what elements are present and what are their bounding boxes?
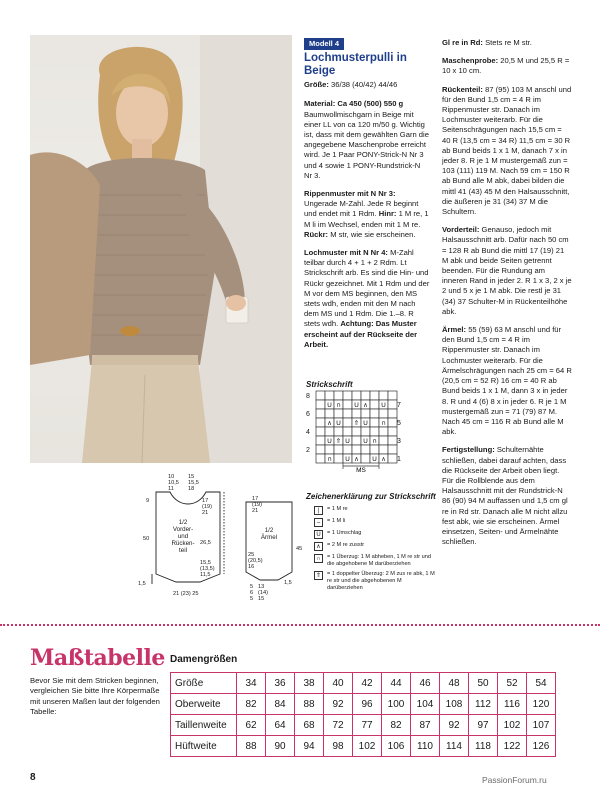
svg-text:U: U — [345, 455, 350, 463]
svg-text:∧: ∧ — [381, 455, 386, 463]
table-row: Hüftweite 88 90 94 98 102 106 110 114 118 122 126 — [171, 736, 556, 757]
svg-text:(14): (14) — [258, 590, 268, 596]
svg-text:∧: ∧ — [354, 455, 359, 463]
svg-text:11,5: 11,5 — [200, 572, 211, 578]
svg-text:15: 15 — [258, 596, 265, 602]
legend-item: – = 1 M li — [314, 518, 436, 527]
k2tog-icon: ∧ — [314, 542, 323, 551]
svg-text:17: 17 — [252, 496, 259, 502]
svg-text:(19): (19) — [252, 502, 262, 508]
svg-text:6: 6 — [250, 590, 254, 596]
row-number: 5 — [397, 420, 401, 427]
svg-text:∩: ∩ — [327, 455, 332, 463]
legend-item: ∧ = 2 M re zusstr — [314, 542, 436, 551]
rueckenteil-section: Rückenteil: 87 (95) 103 M anschl und für den Bund 1,5 cm = 4 R im Rippenmuster str. Danach im Lochmuster weiterarb. Für die Seitenschrägungen nach 15,5 cm = 40 R (13,5 cm = 34 R) 11,5 cm = 30 R ab Bund beids 1 x 1 M, danach 7 x in jeder 8. R je 1 M mustergemäß zun = 103 (111) 119 M. Nach 59 cm = 150 R ab Bund alle M abk, dabei bilden die mittl 41 (43) 45 M den Halsausschnitt, die äußeren je 31 (34) 37 M die Schultern. — [442, 84, 572, 217]
model-photo — [30, 35, 292, 463]
table-row: Oberweite 82 84 88 92 96 100 104 108 112 116 120 — [171, 694, 556, 715]
fertigstellung-section: Fertigstellung: Schulternähte schließen, dabei darauf achten, dass die Rückseite der Arbeit oben liegt. Für die Rollblende aus dem Halsausschnitt mit der Rundstrick-N 86 (90) 94 M auffassen und 1,5 cm gl re in Rd str. Danach alle M nicht allzu fest abk, wie sie erscheinen. Ärmel einsetzen, Seiten- und Ärmelnähte schließen. — [442, 445, 568, 547]
masstabelle-subtitle: Damengrößen — [170, 654, 238, 665]
row-number: 7 — [397, 402, 401, 409]
svg-text:5: 5 — [250, 584, 254, 590]
masstabelle-title: Maßtabelle — [30, 645, 165, 671]
svg-text:1/2: 1/2 — [264, 527, 274, 534]
svg-text:⇑: ⇑ — [335, 437, 342, 445]
glatt-rechts-section: Gl re in Rd: Stets re M str. — [442, 38, 532, 47]
svg-text:16: 16 — [248, 564, 255, 570]
aermel-section: Ärmel: 55 (59) 63 M anschl und für den Bund 1,5 cm = 4 R im Rippenmuster str. Danach im Lochmuster weiterarb. Für die Ärmelschrägungen nach 25 cm = 64 R (20,5 cm = 52 R) 16 cm = 40 R ab Bund beids 1 x 1 M, dann 3 x in jeder 8. R und 4 (6) 8 x in jeder 6. R je 1 M mustergemäß zun = 71 (79) 87 M. Nach 45 cm = 116 R ab Bund alle M abk. — [442, 325, 572, 437]
svg-text:∩: ∩ — [381, 419, 386, 427]
svg-text:U: U — [345, 437, 350, 445]
svg-text:∩: ∩ — [372, 437, 377, 445]
row-number: 6 — [306, 411, 310, 418]
svg-text:5: 5 — [250, 596, 254, 602]
double-decrease-icon: ⇑ — [315, 573, 322, 579]
row-label: Größe — [171, 673, 237, 694]
svg-text:∧: ∧ — [363, 401, 368, 409]
masstabelle-intro: Bevor Sie mit dem Stricken beginnen, vergleichen Sie bitte Ihre Körpermaße mit unseren Maßen laut der folgenden Tabelle: — [30, 676, 160, 717]
legend-item: U = 1 Umschlag — [314, 530, 436, 539]
svg-text:U: U — [372, 455, 377, 463]
row-label: Taillenweite — [171, 715, 237, 736]
maschenprobe-section: Maschenprobe: 20,5 M und 25,5 R = 10 x 10 cm. — [442, 56, 570, 76]
svg-text:11: 11 — [168, 486, 174, 492]
svg-text:U: U — [363, 437, 368, 445]
section-divider — [0, 624, 600, 626]
svg-text:15: 15 — [188, 474, 195, 480]
svg-text:Ärmel: Ärmel — [260, 534, 278, 541]
row-number: 3 — [397, 438, 401, 445]
svg-text:(19): (19) — [202, 504, 212, 510]
vorderteil-section: Vorderteil: Genauso, jedoch mit Halsausschnitt arb. Dafür nach 50 cm = 128 R ab Bund die mittl 17 (19) 21 M abk und beide Seiten getrennt beenden. Für die Rundung am inneren Rand in jeder 2. R 1 x 3, 2 x je 2 und 5 x je 1 M abk. Die restl je 31 (34) 37 Schulter-M in Rückenteilhöhe abk. — [442, 225, 572, 316]
legend-item: | = 1 M re — [314, 506, 436, 515]
svg-text:(20,5): (20,5) — [248, 558, 263, 564]
svg-text:Vorder-: Vorder- — [172, 526, 194, 533]
svg-text:U: U — [336, 419, 341, 427]
svg-text:U: U — [381, 401, 386, 409]
svg-text:teil: teil — [179, 547, 187, 554]
instructions-column-right — [442, 38, 572, 555]
svg-text:15,5: 15,5 — [188, 480, 199, 486]
svg-text:21: 21 — [202, 510, 209, 516]
svg-text:∩: ∩ — [336, 401, 341, 409]
svg-text:⇑: ⇑ — [353, 419, 360, 427]
svg-text:∧: ∧ — [327, 419, 332, 427]
instructions-column-middle — [304, 38, 430, 358]
svg-text:10,5: 10,5 — [168, 480, 179, 486]
ms-label: MS — [356, 467, 366, 472]
pattern-schematic — [138, 472, 303, 612]
svg-text:10: 10 — [168, 474, 175, 480]
svg-text:und: und — [177, 533, 189, 540]
strickschrift-title: Strickschrift — [306, 380, 353, 389]
yarn-over-icon: U — [314, 530, 323, 539]
svg-text:1,5: 1,5 — [138, 581, 146, 587]
svg-text:26,5: 26,5 — [200, 540, 211, 546]
watermark: PassionForum.ru — [482, 775, 547, 785]
row-number: 2 — [306, 447, 310, 454]
pattern-title: Lochmusterpulli in Beige — [304, 52, 407, 78]
skpo-icon: ∩ — [314, 554, 323, 563]
svg-text:U: U — [354, 401, 359, 409]
purl-stitch-icon: – — [314, 518, 323, 527]
svg-text:21 (23) 25: 21 (23) 25 — [173, 591, 199, 597]
legend-item: ⇑ = 1 doppelter Überzug: 2 M zus re abk, 1 M re str und die abgehobenen M darüberziehen — [315, 571, 435, 591]
material-section: Material: Ca 450 (500) 550 g Baumwollmischgarn in Beige mit einer LL von ca 120 m/50 g. Wichtig ist, dass mit dem gewählten Garn die angegebene Maschenprobe erreicht wird. Je 1 Paar PONY-Strick-N Nr 3 und 4 sowie 1 PONY-Rundstrick-N Nr 3. — [304, 99, 429, 180]
svg-text:1,5: 1,5 — [284, 580, 292, 586]
page-number: 8 — [30, 772, 36, 783]
knit-stitch-icon: | — [314, 506, 323, 515]
size-table — [170, 672, 556, 757]
svg-text:1/2: 1/2 — [178, 519, 188, 526]
strickschrift-chart — [306, 390, 416, 472]
row-number: 8 — [306, 393, 310, 400]
svg-text:18: 18 — [188, 486, 195, 492]
svg-text:21: 21 — [252, 508, 259, 514]
legend-item: ∩ = 1 Überzug: 1 M abheben, 1 M re str und die abgehobene M darüberziehen — [314, 554, 436, 568]
svg-text:50: 50 — [143, 536, 150, 542]
row-number: 4 — [306, 429, 310, 436]
sizes-line: Größe: 36/38 (40/42) 44/46 — [304, 80, 398, 90]
legend-title: Zeichenerklärung zur Strickschrift — [306, 492, 436, 501]
model-badge: Modell 4 — [304, 38, 344, 50]
table-row: Taillenweite 62 64 68 72 77 82 87 92 97 102 107 — [171, 715, 556, 736]
lochmuster-section: Lochmuster mit N Nr 4: M-Zahl teilbar durch 4 + 1 + 2 Rdm. Lt Strickschrift arb. Es sind die Hin- und Rückr gezeichnet. Mit 1 Rdm und der M vor dem MS beginnen, den MS stets wdh, enden mit den M nach dem MS und 1 Rdm. Die 1.–8. R stets wdh. Achtung: Das Muster erscheint auf der Rückseite der Arbeit. — [304, 248, 430, 349]
svg-text:25: 25 — [248, 552, 255, 558]
svg-text:15,5: 15,5 — [200, 560, 211, 566]
row-label: Hüftweite — [171, 736, 237, 757]
row-label: Oberweite — [171, 694, 237, 715]
svg-text:Rücken-: Rücken- — [171, 540, 195, 547]
table-row: Größe 34 36 38 40 42 44 46 48 50 52 54 — [171, 673, 556, 694]
svg-text:U: U — [327, 437, 332, 445]
svg-text:(13,5): (13,5) — [200, 566, 215, 572]
rippenmuster-section: Rippenmuster mit N Nr 3: Ungerade M-Zahl. Jede R beginnt und endet mit 1 Rdm. Hinr: 1 M re, 1 M li im Wechsel, enden mit 1 M re. Rückr: M str, wie sie erscheinen. — [304, 189, 429, 239]
row-number: 1 — [397, 456, 401, 463]
svg-text:45: 45 — [296, 546, 303, 552]
svg-text:9: 9 — [146, 498, 150, 504]
legend — [314, 506, 436, 595]
svg-text:U: U — [327, 401, 332, 409]
svg-text:13: 13 — [258, 584, 265, 590]
svg-text:U: U — [363, 419, 368, 427]
svg-text:17: 17 — [202, 498, 209, 504]
